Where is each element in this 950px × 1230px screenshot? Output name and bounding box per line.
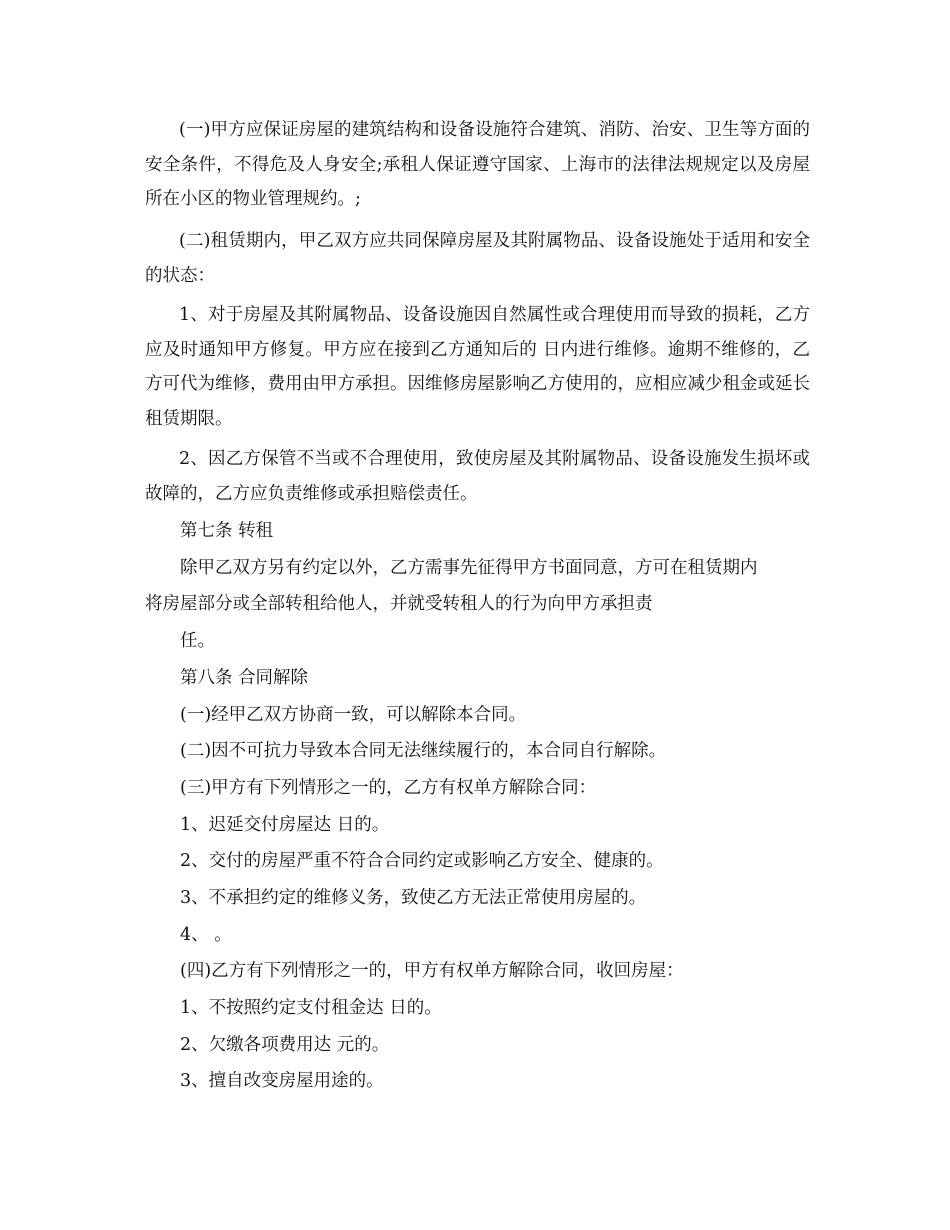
clause-paragraph: (一)甲方应保证房屋的建筑结构和设备设施符合建筑、消防、治安、卫生等方面的安全条件，不得危及人身安全;承租人保证遵守国家、上海市的法律法规规定以及房屋所在小区的物业管理规约。; [145,120,810,209]
list-item: (三)甲方有下列情形之一的，乙方有权单方解除合同： [180,778,597,798]
body-text-line: 将房屋部分或全部转租给他人，并就受转租人的行为向甲方承担责 [145,594,653,614]
body-text-line: 除甲乙双方另有约定以外，乙方需事先征得甲方书面同意，方可在租赁期内 [180,558,758,578]
article-heading: 第七条 转租 [180,521,274,541]
list-item: 4、 。 [180,925,232,945]
list-item: (四)乙方有下列情形之一的，甲方有权单方解除合同，收回房屋： [180,961,684,981]
list-item: 2、交付的房屋严重不符合合同约定或影响乙方安全、健康的。 [180,851,664,871]
body-text-line: 任。 [180,631,215,651]
list-item: 3、不承担约定的维修义务，致使乙方无法正常使用房屋的。 [180,888,647,908]
clause-paragraph: 2、因乙方保管不当或不合理使用，致使房屋及其附属物品、设备设施发生损坏或故障的，乙方应负责维修或承担赔偿责任。 [145,449,810,504]
article-heading: 第八条 合同解除 [180,668,309,688]
list-item: 3、擅自改变房屋用途的。 [180,1071,384,1091]
list-item: (一)经甲乙双方协商一致，可以解除本合同。 [180,705,527,725]
list-item: (二)因不可抗力导致本合同无法继续履行的，本合同自行解除。 [180,741,667,761]
clause-paragraph: 1、对于房屋及其附属物品、设备设施因自然属性或合理使用而导致的损耗，乙方应及时通知甲方修复。甲方应在接到乙方通知后的 日内进行维修。逾期不维修的，乙方可代为维修，费用由甲方承担。因维修房屋影响乙方使用的，应相应减少租金或延长租赁期限。 [145,305,810,429]
list-item: 1、迟延交付房屋达 日的。 [180,815,390,835]
list-item: 2、欠缴各项费用达 元的。 [180,1035,390,1055]
list-item: 1、不按照约定支付租金达 日的。 [180,998,442,1018]
clause-paragraph: (二)租赁期内，甲乙双方应共同保障房屋及其附属物品、设备设施处于适用和安全的状态： [145,231,810,286]
